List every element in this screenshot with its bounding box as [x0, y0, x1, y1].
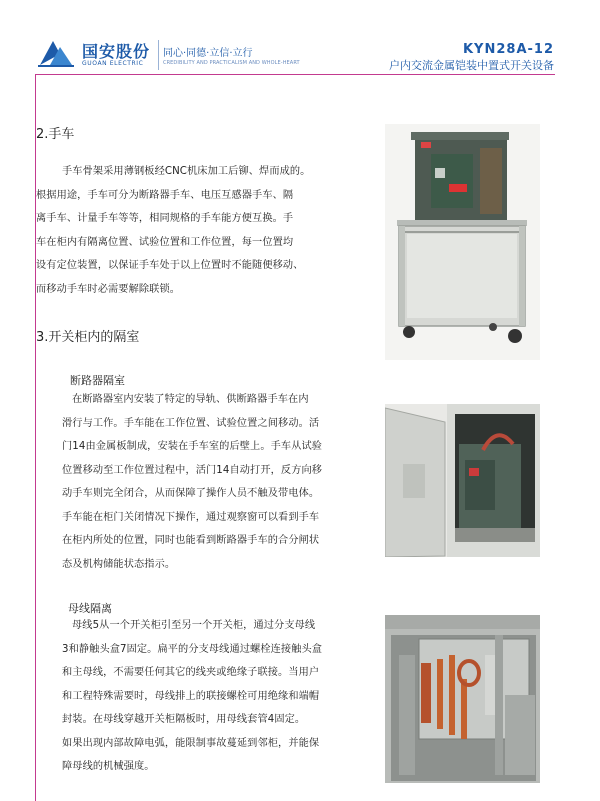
- paragraph-line: 3和静触头盒7固定。扁平的分支母线通过螺栓连接触头盒: [62, 643, 323, 655]
- paragraph-line: 手车能在柜门关闭情况下操作，通过观察窗可以看到手车: [62, 511, 320, 523]
- paragraph-line: 位置移动至工作位置过程中，活门14自动打开，反方向移: [62, 464, 323, 476]
- brand-name-en: GUOAN ELECTRIC: [82, 60, 144, 67]
- section-3-title: 3.开关柜内的隔室: [36, 330, 140, 345]
- trolley-photo: [385, 124, 540, 360]
- busbar-photo: [385, 615, 540, 783]
- header-divider-line: [35, 74, 555, 75]
- cabinet-photo: [385, 404, 540, 557]
- document-subtitle: 户内交流金属铠装中置式开关设备: [389, 59, 554, 72]
- paragraph-line: 在断路器室内安装了特定的导轨、供断路器手车在内: [72, 394, 309, 405]
- paragraph-line: 障母线的机械强度。: [62, 761, 155, 772]
- paragraph-line: 和主母线，不需要任何其它的线夹或绝缘子联接。当用户: [62, 667, 320, 678]
- paragraph-line: 态及机构储能状态指示。: [62, 558, 176, 570]
- paragraph-line: 而移动手车时必需要解除联锁。: [36, 283, 181, 295]
- paragraph-line: 滑行与工作。手车能在工作位置、试验位置之间移动。活: [62, 417, 320, 429]
- busbar-compartment-title: 母线隔离: [68, 602, 112, 615]
- brand-name-cn: 国安股份: [82, 42, 151, 61]
- motto-en: CREDIBILITY AND PRACTICALISM AND WHOLE-HEART: [163, 60, 300, 66]
- breaker-compartment-paragraph: [62, 388, 322, 576]
- paragraph-line: 车在柜内有隔离位置、试验位置和工作位置，每一位置均: [36, 236, 294, 248]
- paragraph-line: 和工程特殊需要时，母线排上的联接螺栓可用绝缘和端帽: [62, 690, 320, 702]
- motto-cn: 同心·同德·立信·立行: [163, 48, 253, 59]
- paragraph-line: 在柜内所处的位置，同时也能看到断路器手车的合分闸状: [62, 535, 320, 546]
- model-number: KYN28A-12: [462, 42, 554, 57]
- paragraph-line: 封装。在母线穿越开关柜隔板时，用母线套管4固定。: [62, 714, 306, 725]
- paragraph-line: 设有定位装置，以保证手车处于以上位置时不能随便移动、: [36, 260, 304, 271]
- paragraph-line: 门14由金属板制成，安装在手车室的后壁上。手车从试验: [62, 441, 323, 452]
- paragraph-line: 离手车、计量手车等等，相同规格的手车能方便互换。手: [36, 213, 294, 224]
- paragraph-line: 动手车则完全闭合，从而保障了操作人员不触及带电体。: [62, 488, 320, 499]
- company-logo-icon: [36, 38, 76, 68]
- section-2-title: 2.手车: [36, 127, 75, 142]
- paragraph-line: 如果出现内部故障电弧，能限制事故蔓延到邻柜，并能保: [62, 737, 320, 749]
- breaker-compartment-title: 断路器隔室: [70, 374, 125, 387]
- busbar-compartment-paragraph: [62, 614, 322, 779]
- paragraph-line: 手车骨架采用薄钢板经CNC机床加工后铆、焊而成的。: [62, 166, 311, 177]
- section-2-paragraph: [36, 160, 310, 301]
- paragraph-line: 母线5从一个开关柜引至另一个开关柜，通过分支母线: [72, 620, 316, 631]
- paragraph-line: 根据用途，手车可分为断路器手车、电压互感器手车、隔: [36, 189, 294, 201]
- header-separator: [158, 40, 159, 70]
